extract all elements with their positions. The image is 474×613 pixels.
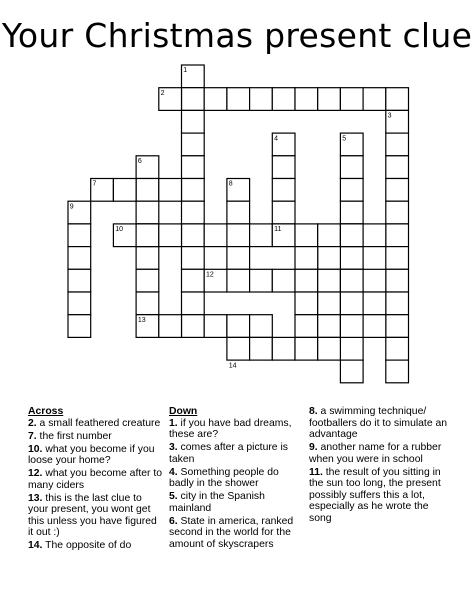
grid-cell[interactable] bbox=[386, 224, 409, 247]
grid-cell[interactable] bbox=[295, 337, 318, 360]
cell-number: 2 bbox=[160, 89, 165, 97]
clue-text: Something people do badly in the shower bbox=[169, 466, 279, 489]
grid-cell[interactable] bbox=[295, 269, 318, 292]
across-clue bbox=[28, 431, 162, 443]
clue-number: 5. bbox=[169, 491, 178, 502]
cell-number: 4 bbox=[274, 135, 279, 143]
grid-cell[interactable] bbox=[227, 247, 250, 270]
grid-cell[interactable] bbox=[68, 292, 91, 315]
clue-number: 7. bbox=[28, 430, 37, 442]
grid-cell[interactable] bbox=[272, 88, 295, 111]
grid-cell[interactable] bbox=[272, 201, 295, 224]
grid-cell[interactable] bbox=[386, 201, 409, 224]
grid-cell[interactable] bbox=[318, 337, 341, 360]
grid-cell[interactable] bbox=[386, 292, 409, 315]
grid-cell[interactable] bbox=[68, 315, 91, 338]
grid-cell[interactable] bbox=[182, 247, 205, 270]
grid-cell[interactable] bbox=[363, 315, 386, 338]
cell-number: 13 bbox=[137, 316, 146, 324]
grid-cell[interactable] bbox=[113, 179, 136, 202]
grid-cell[interactable] bbox=[340, 201, 363, 224]
clue-text: State in america, ranked second in the world for the amount of skyscrapers bbox=[169, 515, 294, 550]
grid-cell[interactable] bbox=[136, 224, 159, 247]
grid-cell[interactable] bbox=[182, 224, 205, 247]
grid-cell[interactable] bbox=[318, 292, 341, 315]
grid-cell[interactable] bbox=[340, 88, 363, 111]
grid-cell[interactable] bbox=[136, 269, 159, 292]
clue-number: 2. bbox=[28, 417, 37, 429]
grid-cell[interactable] bbox=[340, 292, 363, 315]
across-clues bbox=[28, 406, 162, 553]
cell-number: 9 bbox=[69, 203, 74, 211]
grid-cell[interactable] bbox=[295, 315, 318, 338]
grid-cell[interactable] bbox=[272, 156, 295, 179]
grid-cell[interactable] bbox=[250, 337, 273, 360]
puzzle-title: Your Christmas present clue bbox=[1, 16, 473, 55]
grid-cell[interactable] bbox=[386, 269, 409, 292]
down-clue bbox=[169, 467, 303, 490]
clue-text: The opposite of do bbox=[42, 540, 132, 551]
clue-number: 1. bbox=[169, 417, 178, 429]
clue-number: 14. bbox=[28, 540, 43, 551]
grid-cell[interactable] bbox=[386, 156, 409, 179]
cell-number: 11 bbox=[274, 226, 282, 234]
clue-number: 11. bbox=[309, 466, 323, 478]
grid-cell[interactable] bbox=[386, 88, 409, 111]
grid-cell[interactable] bbox=[68, 269, 91, 292]
grid-cell[interactable] bbox=[363, 292, 386, 315]
grid-cell[interactable] bbox=[159, 315, 182, 338]
grid-cell[interactable] bbox=[182, 269, 205, 292]
grid-cell[interactable] bbox=[340, 269, 363, 292]
grid-cell[interactable] bbox=[340, 179, 363, 202]
grid-cell[interactable] bbox=[159, 224, 182, 247]
grid-cell[interactable] bbox=[386, 360, 409, 383]
clue-number: 6. bbox=[169, 515, 178, 527]
grid-cell[interactable] bbox=[182, 179, 205, 202]
clue-number: 9. bbox=[309, 442, 318, 453]
down-clue bbox=[169, 491, 303, 514]
grid-cell[interactable] bbox=[340, 224, 363, 247]
grid-cell[interactable] bbox=[386, 179, 409, 202]
grid-cell[interactable] bbox=[386, 247, 409, 270]
grid-cell[interactable] bbox=[68, 224, 91, 247]
grid-cell[interactable] bbox=[340, 247, 363, 270]
cell-number: 12 bbox=[206, 271, 214, 279]
grid-cell[interactable] bbox=[272, 269, 295, 292]
grid-cell[interactable] bbox=[182, 133, 205, 156]
grid-cell[interactable] bbox=[295, 88, 318, 111]
cell-number: 8 bbox=[228, 180, 233, 188]
grid-cell[interactable] bbox=[318, 224, 341, 247]
grid-cell[interactable] bbox=[227, 315, 250, 338]
cell-number: 3 bbox=[387, 112, 392, 120]
across-clue bbox=[28, 468, 162, 491]
grid-cell[interactable] bbox=[182, 292, 205, 315]
clue-number: 4. bbox=[169, 466, 178, 478]
cell-number: 10 bbox=[115, 226, 123, 234]
clue-text: this is the last clue to your present, you wont get this unless you have figured it out :) bbox=[28, 492, 157, 538]
grid-cell[interactable] bbox=[340, 337, 363, 360]
clue-text: another name for a rubber when you were in school bbox=[309, 442, 442, 465]
down-clue bbox=[309, 406, 449, 441]
grid-cell[interactable] bbox=[318, 247, 341, 270]
grid-cell[interactable] bbox=[363, 224, 386, 247]
across-clue bbox=[28, 418, 162, 430]
grid-cell[interactable] bbox=[363, 88, 386, 111]
grid-cell[interactable] bbox=[386, 315, 409, 338]
grid-cell[interactable] bbox=[272, 337, 295, 360]
grid-cell[interactable] bbox=[227, 337, 250, 360]
down-clues-continued bbox=[309, 406, 449, 526]
grid-cell[interactable] bbox=[204, 315, 227, 338]
grid-cell[interactable] bbox=[386, 133, 409, 156]
grid-cell[interactable] bbox=[386, 337, 409, 360]
across-header: Across bbox=[28, 406, 64, 417]
across-clue bbox=[28, 540, 162, 552]
clue-text: a small feathered creature bbox=[36, 417, 161, 429]
grid-cell[interactable] bbox=[182, 201, 205, 224]
grid-cell[interactable] bbox=[159, 179, 182, 202]
clue-text: comes after a picture is taken bbox=[169, 442, 288, 465]
grid-cell[interactable] bbox=[295, 247, 318, 270]
down-clues bbox=[169, 406, 303, 552]
down-clue bbox=[309, 467, 449, 525]
across-clue bbox=[28, 493, 162, 539]
grid-cell[interactable] bbox=[295, 292, 318, 315]
clue-text: the first number bbox=[36, 430, 112, 442]
grid-cell[interactable] bbox=[136, 201, 159, 224]
clue-text: the result of you sitting in the sun too long, the present possibly suffers this a lot, especially as he wrote the song bbox=[309, 466, 441, 524]
clue-number: 3. bbox=[169, 442, 178, 453]
grid-cell[interactable] bbox=[340, 156, 363, 179]
clue-text: city in the Spanish mainland bbox=[169, 491, 265, 514]
grid-cell[interactable] bbox=[250, 269, 273, 292]
grid-cell[interactable] bbox=[295, 224, 318, 247]
clue-number: 12. bbox=[28, 468, 43, 479]
grid-cell[interactable] bbox=[182, 156, 205, 179]
grid-cell[interactable] bbox=[340, 360, 363, 383]
clue-number: 10. bbox=[28, 443, 43, 455]
grid-cell[interactable] bbox=[68, 247, 91, 270]
grid-cell[interactable] bbox=[182, 88, 205, 111]
grid-cell[interactable] bbox=[250, 315, 273, 338]
cell-number: 5 bbox=[342, 135, 347, 143]
grid-cell[interactable] bbox=[136, 292, 159, 315]
grid-cell[interactable] bbox=[250, 224, 273, 247]
clue-text: what you become after to many ciders bbox=[28, 468, 163, 491]
clue-number: 8. bbox=[309, 406, 318, 417]
grid-cell[interactable] bbox=[227, 201, 250, 224]
clue-text: if you have bad dreams, these are? bbox=[169, 417, 292, 440]
grid-cell[interactable] bbox=[182, 315, 205, 338]
clue-text: a swimming technique/ footballers do it to simulate an advantage bbox=[309, 406, 448, 440]
down-clue bbox=[309, 442, 449, 465]
clue-number: 13. bbox=[28, 492, 43, 504]
down-header: Down bbox=[169, 406, 198, 417]
grid-cell[interactable] bbox=[136, 179, 159, 202]
down-clue bbox=[169, 442, 303, 465]
cell-number: 14 bbox=[228, 362, 237, 370]
down-clue bbox=[169, 516, 303, 551]
cell-number: 6 bbox=[137, 158, 142, 165]
grid-cell[interactable] bbox=[250, 88, 273, 111]
down-clue bbox=[169, 418, 303, 441]
grid-cell[interactable] bbox=[318, 88, 341, 111]
grid-cell[interactable] bbox=[227, 224, 250, 247]
grid-cell[interactable] bbox=[318, 315, 341, 338]
grid-cell[interactable] bbox=[204, 88, 227, 111]
grid-cell[interactable] bbox=[227, 88, 250, 111]
clue-text: what you become if you loose your home? bbox=[28, 443, 155, 466]
cell-number: 7 bbox=[92, 180, 97, 188]
grid-cell[interactable] bbox=[363, 269, 386, 292]
cell-number: 1 bbox=[183, 67, 188, 75]
grid-cell[interactable] bbox=[182, 110, 205, 133]
across-clue bbox=[28, 444, 162, 467]
grid-cell[interactable] bbox=[204, 224, 227, 247]
grid-cell[interactable] bbox=[318, 269, 341, 292]
grid-cell[interactable] bbox=[227, 269, 250, 292]
grid-cell[interactable] bbox=[272, 179, 295, 202]
grid-cell[interactable] bbox=[136, 247, 159, 270]
grid-cell[interactable] bbox=[340, 315, 363, 338]
